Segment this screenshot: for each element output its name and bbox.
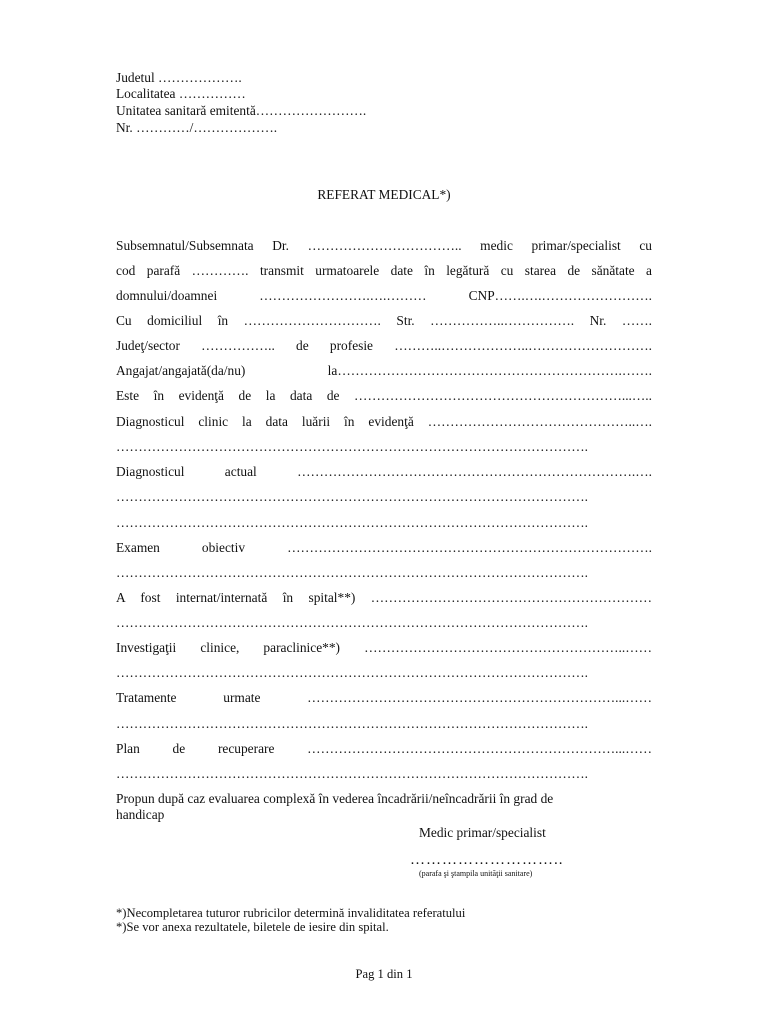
signature-label: Medic primar/specialist [419,825,546,840]
dotted-line: ……………………………………………………………………………………………. [116,489,589,504]
footnote-1: *)Necompletarea tuturor rubricilor determină invaliditatea referatului [116,906,466,920]
signature-dots: ……………………….. [410,852,564,868]
body-line-parafa: cod parafă …………. transmit urmatoarele date în legătură cu starea de sănătate a [116,263,652,278]
nr-field: Nr. …………/………………. [116,120,278,135]
body-line-examen-obiectiv: Examen obiectiv ………………………………………………………………………. [116,540,652,555]
body-line-medic: Subsemnatul/Subsemnata Dr. …………………………….. medic primar/specialist cu [116,238,652,253]
judet-field: Judetul ………………. [116,70,242,85]
body-line-internat: A fost internat/internată în spital**) ……………………………………………………… [116,590,652,605]
dotted-line: ……………………………………………………………………………………………. [116,439,589,454]
body-line-angajat: Angajat/angajată(da/nu) la……………………………………………………….……. [116,363,652,378]
body-line-investigatii: Investigaţii clinice, paraclinice**) …………………………………………………..…… [116,640,652,655]
body-line-handicap: handicap [116,807,165,822]
body-line-propunere: Propun după caz evaluarea complexă în vederea încadrării/neîncadrării în grad de [116,791,554,806]
footnote-2: *)Se vor anexa rezultatele, biletele de iesire din spital. [116,920,389,934]
localitate-field: Localitatea …………… [116,86,246,101]
body-line-judet-profesie: Judeţ/sector …………….. de profesie ………..………………..………………………. [116,338,652,353]
dotted-line: ……………………………………………………………………………………………. [116,716,589,731]
body-line-domiciliu: Cu domiciliul în …………………………. Str. ……………..……………. Nr. ……. [116,313,652,328]
body-line-pacient: domnului/doamnei …………………….….……… CNP…….….……………………. [116,288,652,303]
dotted-line: ……………………………………………………………………………………………. [116,565,589,580]
page-number: Pag 1 din 1 [355,967,413,981]
body-line-tratamente: Tratamente urmate ……………………………………………………………...…… [116,690,652,705]
document-title: REFERAT MEDICAL*) [317,187,451,202]
dotted-line: ……………………………………………………………………………………………. [116,665,589,680]
signature-note: (parafa şi ştampila unităţii sanitare) [419,869,533,878]
unitate-sanitara-field: Unitatea sanitară emitentă……………………. [116,103,367,118]
body-line-diagnostic-clinic: Diagnosticul clinic la data luării în evidenţă ………………………………………..…. [116,414,652,429]
body-line-diagnostic-actual: Diagnosticul actual ………………………………………………………………….…. [116,464,652,479]
body-line-plan-recuperare: Plan de recuperare ……………………………………………………………...…… [116,741,652,756]
body-line-evidenta: Este în evidenţă de la data de ……………………………………………………...….. [116,388,652,403]
dotted-line: ……………………………………………………………………………………………. [116,766,589,781]
dotted-line: ……………………………………………………………………………………………. [116,515,589,530]
dotted-line: ……………………………………………………………………………………………. [116,615,589,630]
